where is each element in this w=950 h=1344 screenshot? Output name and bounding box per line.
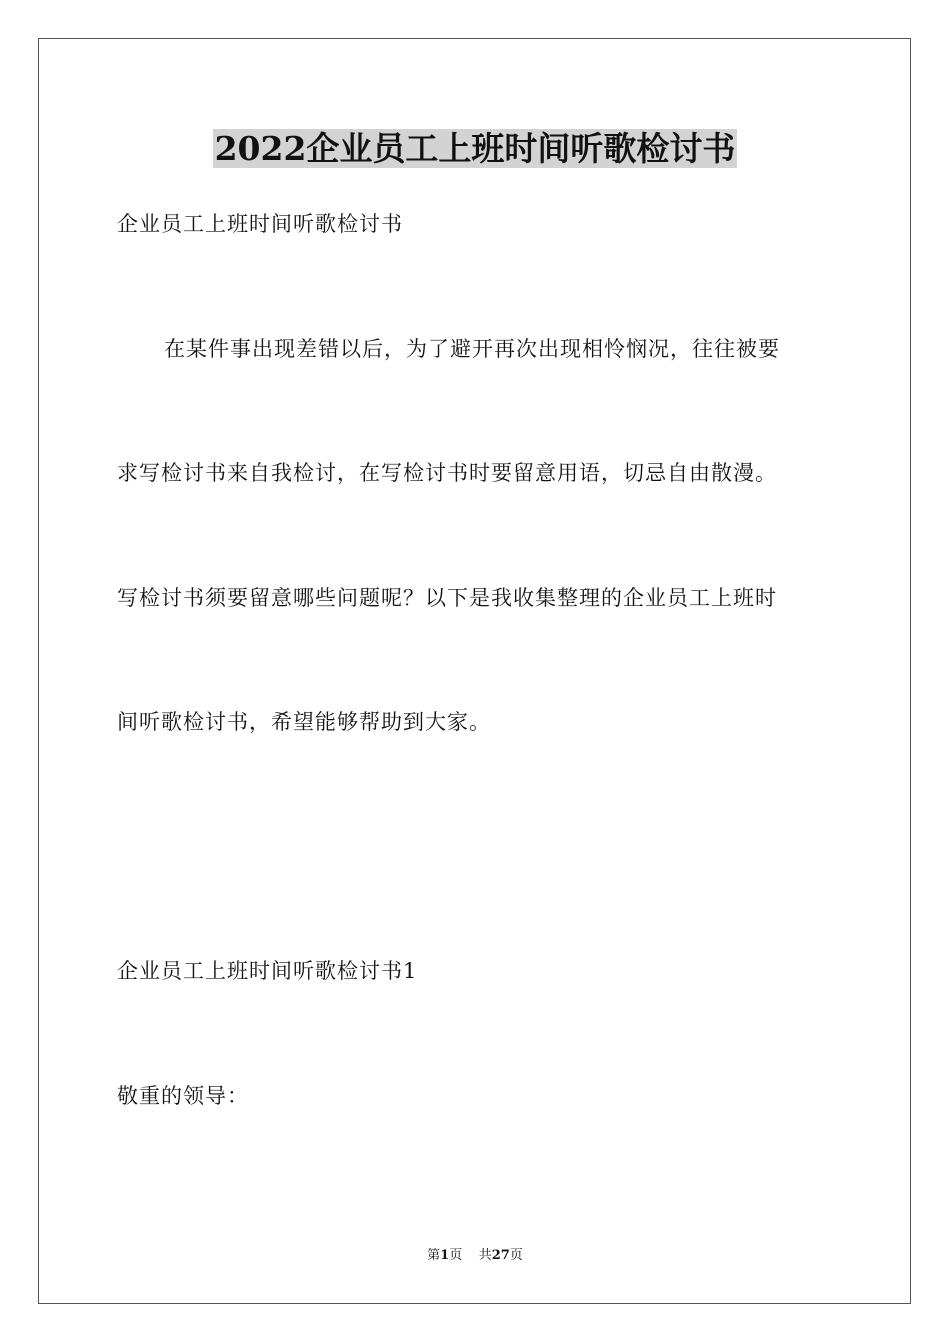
footer-total-prefix: 共: [478, 1248, 492, 1263]
page-footer: [0, 1247, 950, 1265]
footer-total-suffix: 页: [509, 1248, 523, 1263]
paragraph-line: 在某件事出现差错以后，为了避开再次出现相怜悯况，往往被要: [164, 337, 780, 361]
section-heading: 企业员工上班时间听歌检讨书1: [117, 959, 418, 983]
paragraph-line: 写检讨书须要留意哪些问题呢？以下是我收集整理的企业员工上班时: [117, 586, 777, 610]
footer-page-number: 1: [440, 1248, 450, 1263]
document-title: [0, 127, 950, 171]
footer-page-prefix: 第: [427, 1248, 441, 1263]
document-subtitle: 企业员工上班时间听歌检讨书: [117, 212, 403, 236]
footer-total-pages: 27: [491, 1248, 510, 1263]
footer-page-suffix: 页: [449, 1248, 463, 1263]
paragraph-line: 间听歌检讨书，希望能够帮助到大家。: [117, 710, 491, 734]
document-title-text: 2022企业员工上班时间听歌检讨书: [214, 129, 736, 168]
salutation: 敬重的领导：: [117, 1084, 249, 1108]
paragraph-line: 求写检讨书来自我检讨，在写检讨书时要留意用语，切忌自由散漫。: [117, 461, 777, 485]
